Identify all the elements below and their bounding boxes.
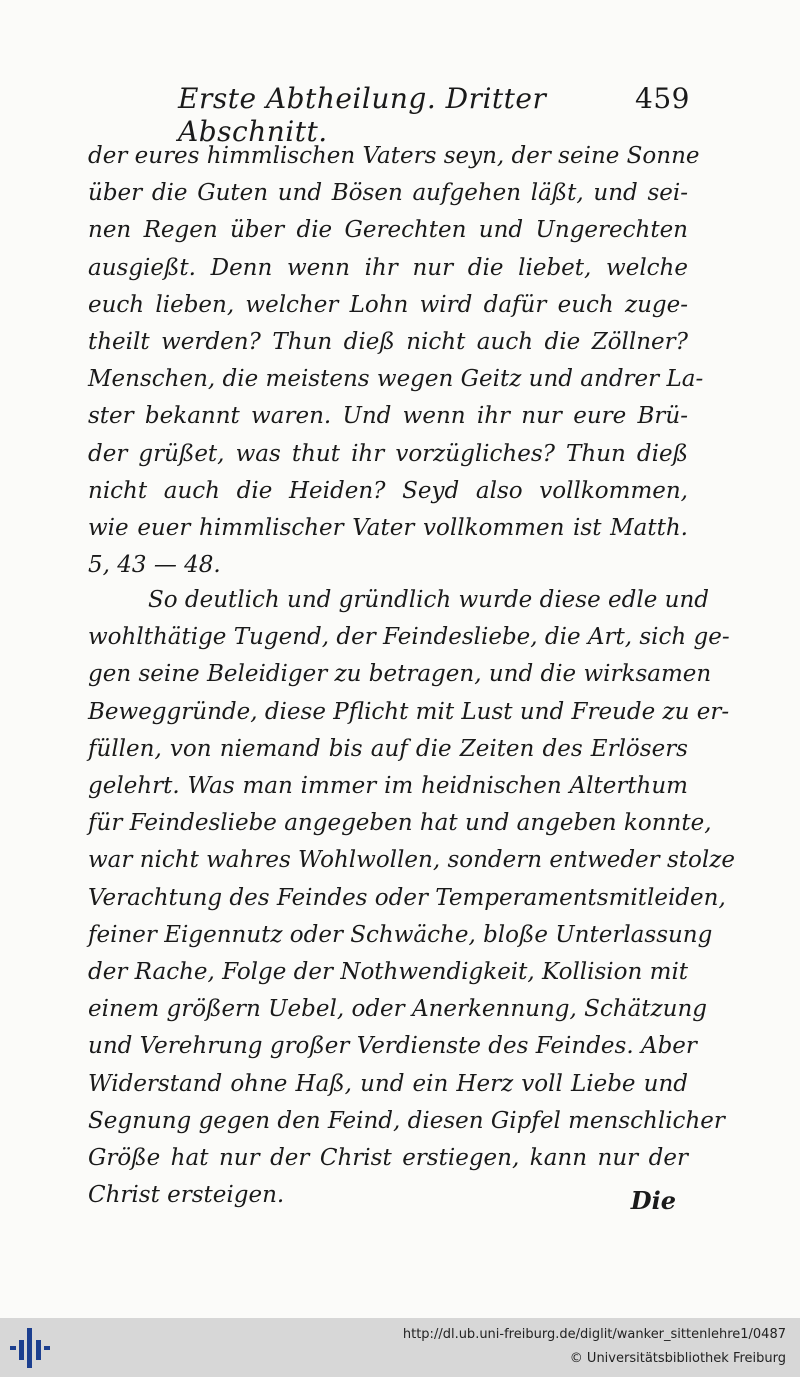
text-line: Menschen, die meistens wegen Geitz und andrer La- bbox=[88, 366, 704, 393]
text-line: füllen, von niemand bis auf die Zeiten des Erlösers bbox=[88, 735, 688, 762]
text-line: der Rache, Folge der Nothwendigkeit, Kollision mit bbox=[88, 959, 689, 986]
text-line: nicht auch die Heiden? Seyd also vollkommen, bbox=[88, 477, 688, 504]
text-line: Christ ersteigen. bbox=[88, 1182, 285, 1209]
text-line: der grüßet, was thut ihr vorzügliches? Thun dieß bbox=[88, 440, 688, 467]
text-line: war nicht wahres Wohlwollen, sondern entweder stolze bbox=[88, 847, 735, 874]
text-line: nen Regen über die Gerechten und Ungerechten bbox=[88, 217, 688, 244]
text-line: ausgießt. Denn wenn ihr nur die liebet, welche bbox=[88, 254, 688, 281]
text-line: gelehrt. Was man immer im heidnischen Alterthum bbox=[88, 773, 688, 800]
page-number: 459 bbox=[635, 82, 690, 115]
running-head bbox=[178, 78, 690, 148]
text-line: Beweggründe, diese Pflicht mit Lust und Freude zu er- bbox=[88, 698, 730, 725]
text-line: 5, 43 — 48. bbox=[88, 552, 221, 579]
text-line: einem größern Uebel, oder Anerkennung, Schätzung bbox=[88, 996, 708, 1023]
library-logo-icon bbox=[10, 1328, 50, 1368]
text-line: feiner Eigennutz oder Schwäche, bloße Unterlassung bbox=[88, 921, 713, 948]
text-line: Widerstand ohne Haß, und ein Herz voll Liebe und bbox=[88, 1070, 688, 1097]
text-line: wie euer himmlischer Vater vollkommen ist Matth. bbox=[88, 515, 688, 542]
paragraph-1 bbox=[88, 138, 704, 584]
text-line: theilt werden? Thun dieß nicht auch die Zöllner? bbox=[88, 329, 688, 356]
text-line: gen seine Beleidiger zu betragen, und die wirksamen bbox=[88, 661, 712, 688]
text-line: wohlthätige Tugend, der Feindesliebe, die Art, sich ge- bbox=[88, 624, 730, 651]
running-title: Erste Abtheilung. Dritter Abschnitt. bbox=[178, 82, 547, 148]
paragraph-2 bbox=[88, 582, 735, 1214]
text-line: Verachtung des Feindes oder Temperamentsmitleiden, bbox=[88, 884, 726, 911]
text-line: und Verehrung großer Verdienste des Feindes. Aber bbox=[88, 1033, 697, 1060]
text-line: ster bekannt waren. Und wenn ihr nur eure Brü- bbox=[88, 403, 688, 430]
text-line: So deutlich und gründlich wurde diese edle und bbox=[148, 587, 709, 613]
text-line: Größe hat nur der Christ erstiegen, kann nur der bbox=[88, 1145, 688, 1172]
viewer-footer bbox=[0, 1318, 800, 1377]
text-line: über die Guten und Bösen aufgehen läßt, und sei- bbox=[88, 180, 688, 207]
copyright-notice: © Universitätsbibliothek Freiburg bbox=[569, 1351, 786, 1366]
text-line: der eures himmlischen Vaters seyn, der seine Sonne bbox=[88, 143, 700, 169]
text-line: euch lieben, welcher Lohn wird dafür euch zuge- bbox=[88, 291, 688, 318]
catchword: Die bbox=[630, 1186, 676, 1215]
text-line: für Feindesliebe angegeben hat und angeben konnte, bbox=[88, 810, 712, 837]
permalink-url[interactable]: http://dl.ub.uni-freiburg.de/diglit/wanker_sittenlehre1/0487 bbox=[402, 1327, 786, 1342]
text-line: Segnung gegen den Feind, diesen Gipfel menschlicher bbox=[88, 1107, 725, 1134]
